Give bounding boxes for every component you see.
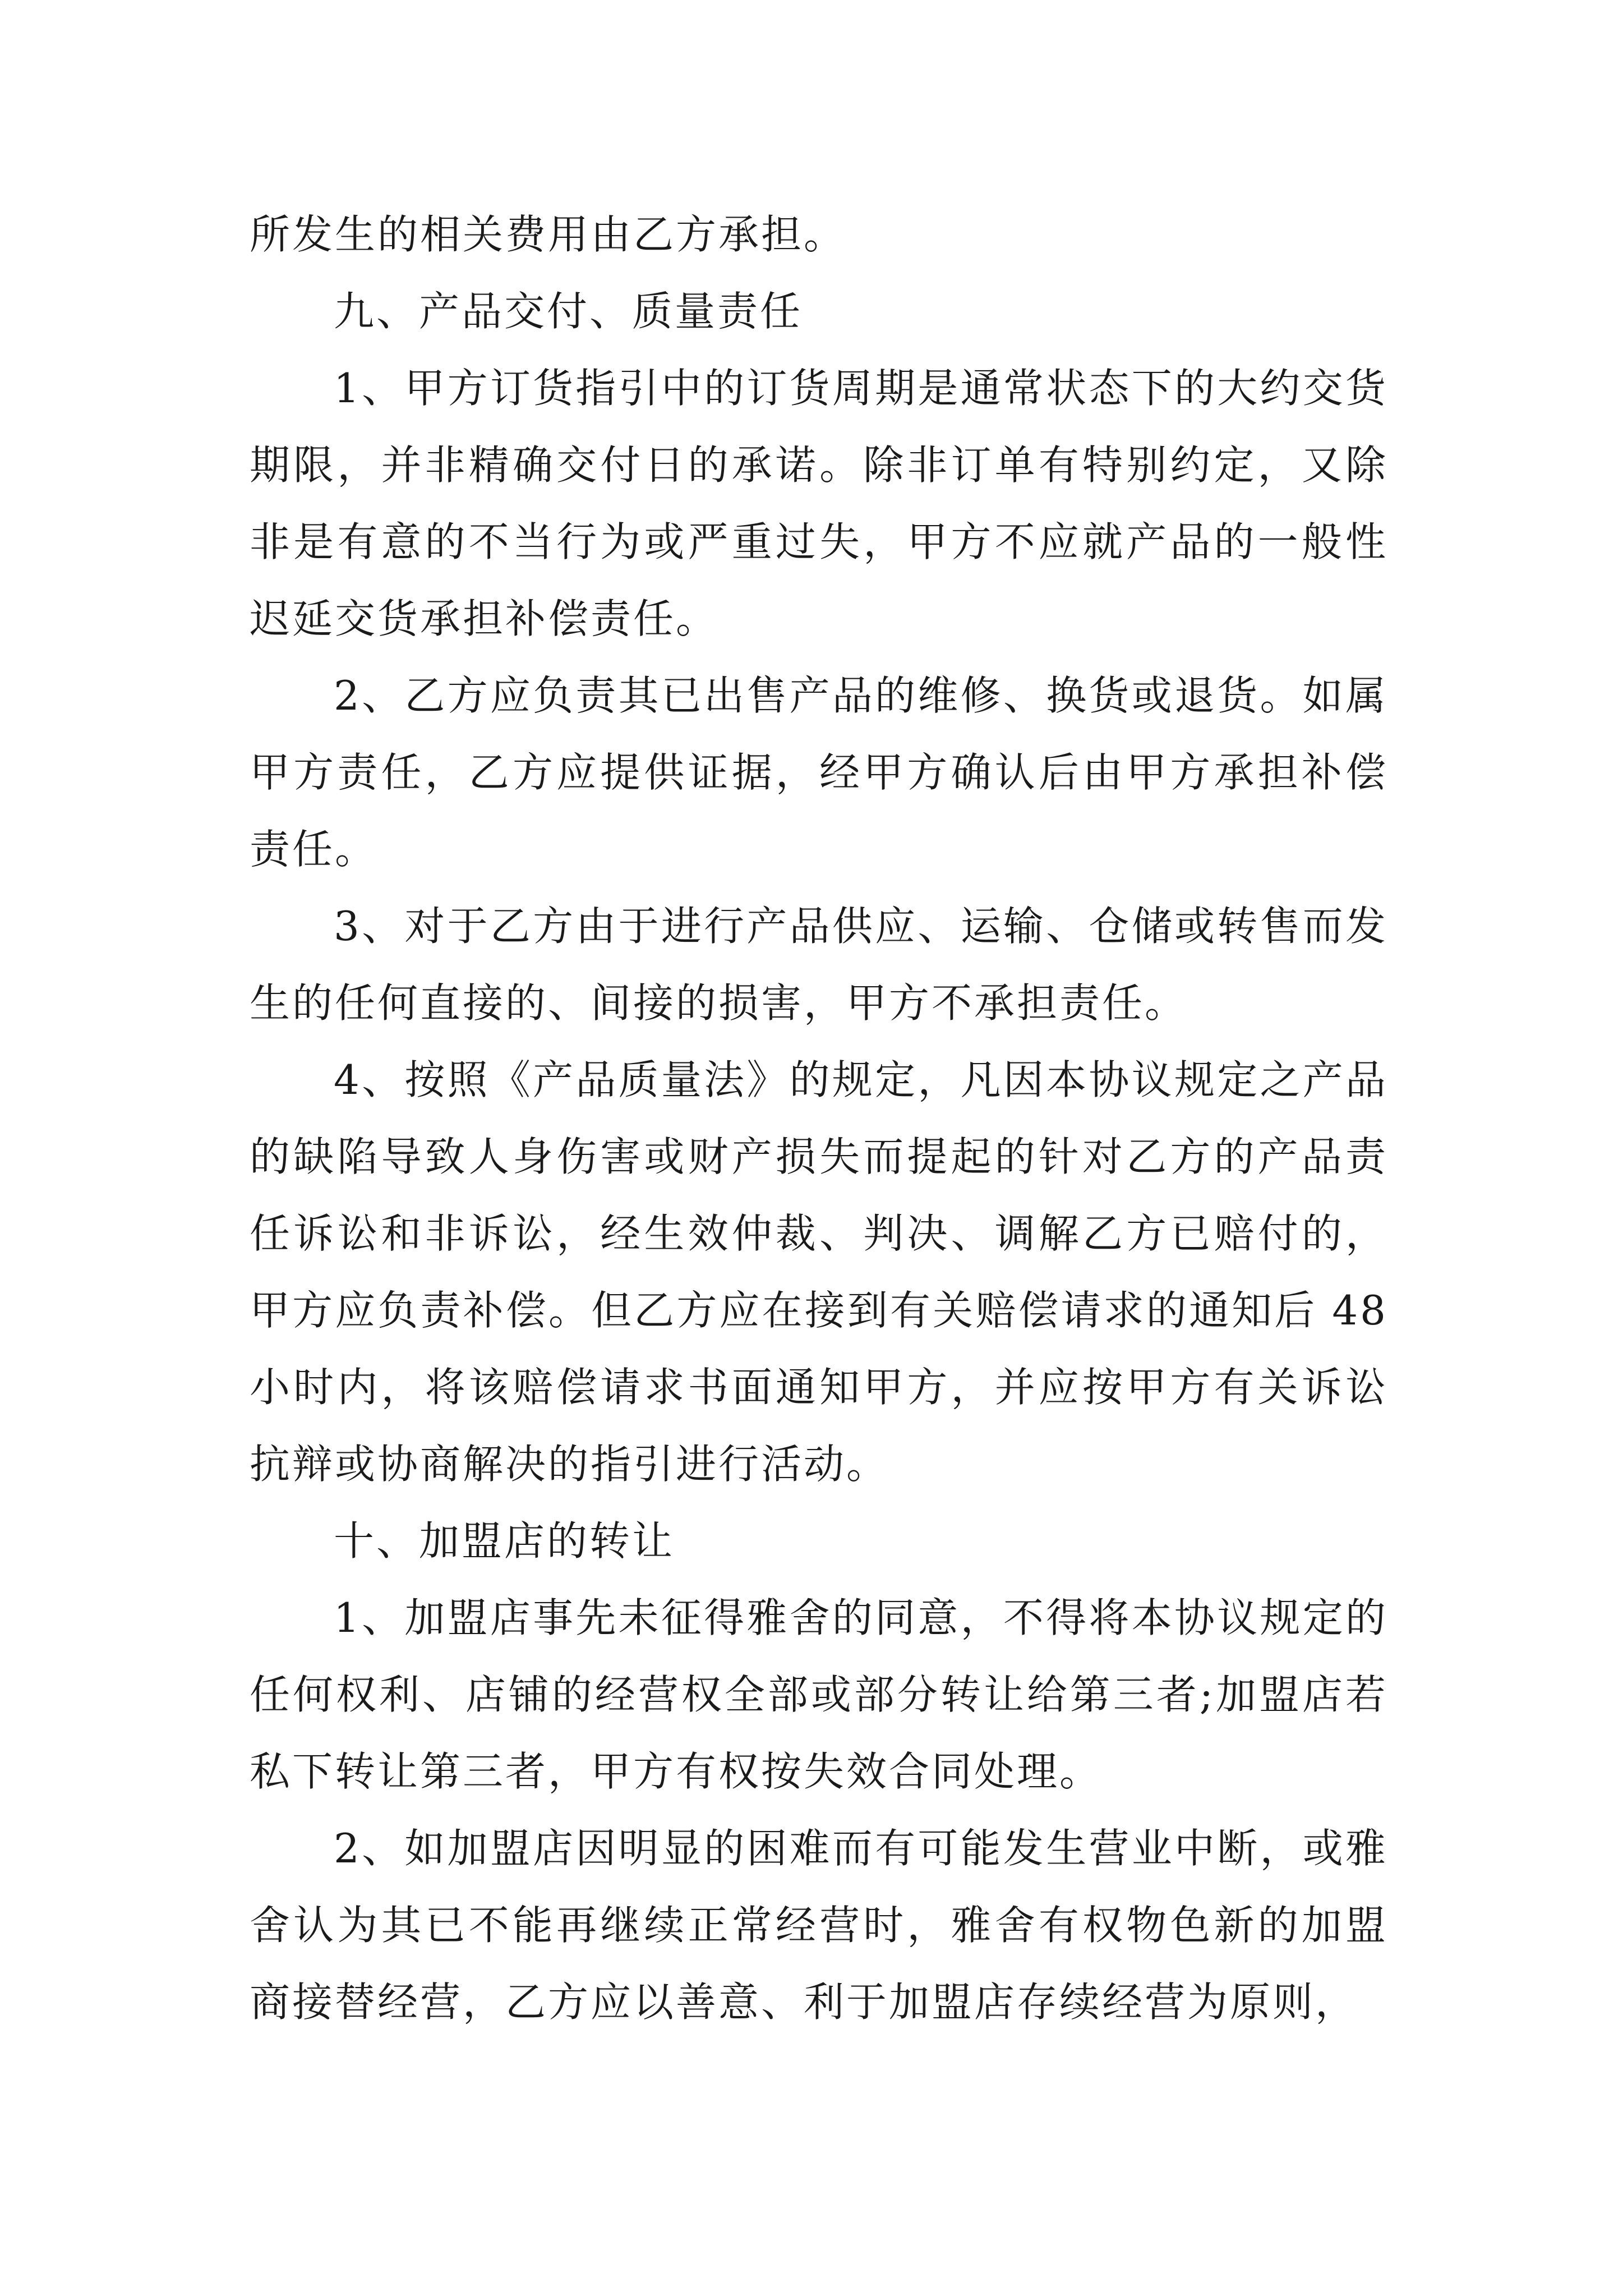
clause-9-1: 1、甲方订货指引中的订货周期是通常状态下的大约交货期限，并非精确交付日的承诺。除非订单有特别约定，又除非是有意的不当行为或严重过失，甲方不应就产品的一般性迟延交货承担补偿责任。: [250, 365, 1388, 642]
clause-9-4: 4、按照《产品质量法》的规定，凡因本协议规定之产品的缺陷导致人身伤害或财产损失而提起的针对乙方的产品责任诉讼和非诉讼，经生效仲裁、判决、调解乙方已赔付的，甲方应负责补偿。但乙方应在接到有关赔偿请求的通知后 48 小时内，将该赔偿请求书面通知甲方，并应按甲方有关诉讼抗辩或协商解决的指引进行活动。: [250, 1056, 1388, 1488]
clause-9-3: 3、对于乙方由于进行产品供应、运输、仓储或转售而发生的任何直接的、间接的损害，甲方不承担责任。: [250, 903, 1388, 1027]
section-heading-nine: 九、产品交付、质量责任: [334, 288, 803, 335]
paragraph-continuation: 所发生的相关费用由乙方承担。: [250, 211, 847, 258]
clause-10-2: 2、如加盟店因明显的困难而有可能发生营业中断，或雅舍认为其已不能再继续正常经营时，雅舍有权物色新的加盟商接替经营，乙方应以善意、利于加盟店存续经营为原则，: [250, 1825, 1388, 2026]
section-heading-ten: 十、加盟店的转让: [334, 1517, 675, 1565]
clause-9-2: 2、乙方应负责其已出售产品的维修、换货或退货。如属甲方责任，乙方应提供证据，经甲方确认后由甲方承担补偿责任。: [250, 672, 1388, 873]
document-body: [250, 196, 1388, 2041]
clause-10-1: 1、加盟店事先未征得雅舍的同意，不得将本协议规定的任何权利、店铺的经营权全部或部分转让给第三者;加盟店若私下转让第三者，甲方有权按失效合同处理。: [250, 1594, 1388, 1795]
